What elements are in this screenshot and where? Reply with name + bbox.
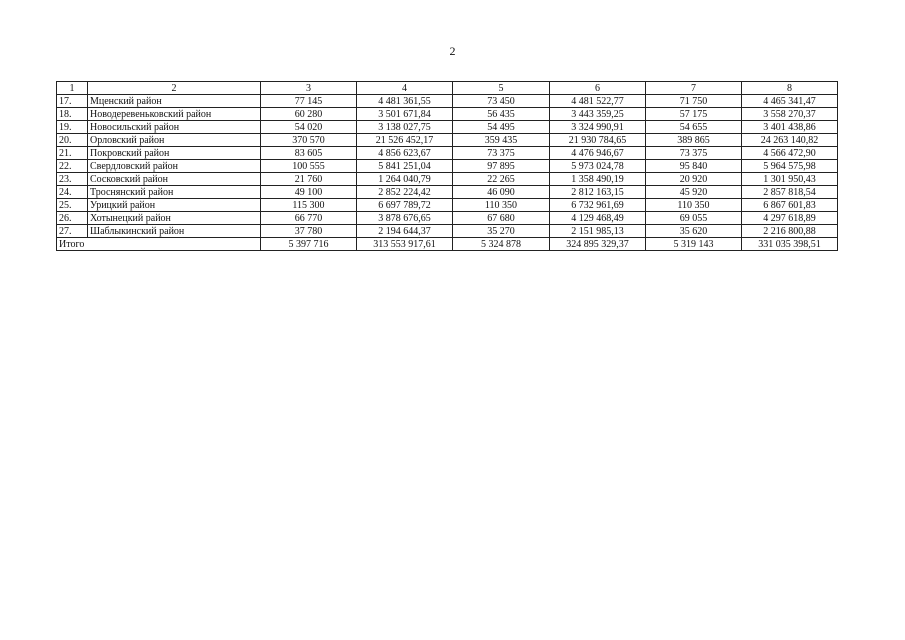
district-name-cell: Мценский район [88,95,261,108]
value-cell: 4 465 341,47 [742,95,838,108]
value-cell: 1 264 040,79 [357,173,453,186]
value-cell: 359 435 [453,134,550,147]
value-cell: 389 865 [646,134,742,147]
row-number-cell: 21. [57,147,88,160]
row-number-cell: 19. [57,121,88,134]
table-row [57,121,838,134]
table-row [57,108,838,121]
row-number-cell: 23. [57,173,88,186]
total-cell: 331 035 398,51 [742,238,838,251]
value-cell: 5 841 251,04 [357,160,453,173]
value-cell: 2 194 644,37 [357,225,453,238]
row-number-cell: 27. [57,225,88,238]
value-cell: 71 750 [646,95,742,108]
value-cell: 3 324 990,91 [550,121,646,134]
value-cell: 2 852 224,42 [357,186,453,199]
column-header: 8 [742,82,838,95]
column-header: 3 [261,82,357,95]
value-cell: 21 760 [261,173,357,186]
district-name-cell: Троснянский район [88,186,261,199]
value-cell: 24 263 140,82 [742,134,838,147]
value-cell: 2 216 800,88 [742,225,838,238]
value-cell: 4 481 522,77 [550,95,646,108]
row-number-cell: 26. [57,212,88,225]
column-header: 7 [646,82,742,95]
total-cell: 324 895 329,37 [550,238,646,251]
value-cell: 56 435 [453,108,550,121]
district-name-cell: Орловский район [88,134,261,147]
value-cell: 100 555 [261,160,357,173]
value-cell: 4 481 361,55 [357,95,453,108]
value-cell: 3 443 359,25 [550,108,646,121]
value-cell: 115 300 [261,199,357,212]
value-cell: 6 867 601,83 [742,199,838,212]
value-cell: 35 620 [646,225,742,238]
table-row [57,95,838,108]
district-name-cell: Шаблыкинский район [88,225,261,238]
value-cell: 6 697 789,72 [357,199,453,212]
value-cell: 83 605 [261,147,357,160]
table-row [57,147,838,160]
value-cell: 2 857 818,54 [742,186,838,199]
total-cell: 5 397 716 [261,238,357,251]
value-cell: 54 495 [453,121,550,134]
value-cell: 3 401 438,86 [742,121,838,134]
value-cell: 5 964 575,98 [742,160,838,173]
value-cell: 21 526 452,17 [357,134,453,147]
value-cell: 69 055 [646,212,742,225]
total-cell: 5 319 143 [646,238,742,251]
value-cell: 60 280 [261,108,357,121]
value-cell: 57 175 [646,108,742,121]
value-cell: 37 780 [261,225,357,238]
value-cell: 3 501 671,84 [357,108,453,121]
value-cell: 110 350 [646,199,742,212]
value-cell: 1 301 950,43 [742,173,838,186]
value-cell: 54 655 [646,121,742,134]
value-cell: 22 265 [453,173,550,186]
total-label: Итого [57,238,261,251]
row-number-cell: 20. [57,134,88,147]
total-cell: 313 553 917,61 [357,238,453,251]
column-header: 4 [357,82,453,95]
value-cell: 73 375 [453,147,550,160]
district-name-cell: Сосковский район [88,173,261,186]
value-cell: 97 895 [453,160,550,173]
table-body [57,95,838,238]
value-cell: 3 138 027,75 [357,121,453,134]
row-number-cell: 25. [57,199,88,212]
value-cell: 370 570 [261,134,357,147]
value-cell: 66 770 [261,212,357,225]
total-cell: 5 324 878 [453,238,550,251]
value-cell: 95 840 [646,160,742,173]
table-row [57,134,838,147]
value-cell: 3 878 676,65 [357,212,453,225]
table-header-row [57,82,838,95]
value-cell: 4 297 618,89 [742,212,838,225]
value-cell: 67 680 [453,212,550,225]
value-cell: 21 930 784,65 [550,134,646,147]
district-name-cell: Новосильский район [88,121,261,134]
value-cell: 110 350 [453,199,550,212]
district-name-cell: Урицкий район [88,199,261,212]
value-cell: 4 856 623,67 [357,147,453,160]
column-header: 5 [453,82,550,95]
row-number-cell: 18. [57,108,88,121]
value-cell: 77 145 [261,95,357,108]
district-name-cell: Покровский район [88,147,261,160]
value-cell: 73 375 [646,147,742,160]
row-number-cell: 22. [57,160,88,173]
value-cell: 4 476 946,67 [550,147,646,160]
table-total-row [57,238,838,251]
column-header: 1 [57,82,88,95]
row-number-cell: 17. [57,95,88,108]
value-cell: 4 566 472,90 [742,147,838,160]
table-row [57,199,838,212]
column-header: 6 [550,82,646,95]
page-number: 2 [449,44,456,58]
value-cell: 4 129 468,49 [550,212,646,225]
value-cell: 6 732 961,69 [550,199,646,212]
value-cell: 45 920 [646,186,742,199]
value-cell: 54 020 [261,121,357,134]
table-row [57,225,838,238]
value-cell: 73 450 [453,95,550,108]
table-row [57,212,838,225]
column-header: 2 [88,82,261,95]
table-row [57,173,838,186]
value-cell: 20 920 [646,173,742,186]
row-number-cell: 24. [57,186,88,199]
value-cell: 3 558 270,37 [742,108,838,121]
district-name-cell: Новодеревеньковский район [88,108,261,121]
table-row [57,186,838,199]
data-table [56,81,838,251]
value-cell: 35 270 [453,225,550,238]
table-row [57,160,838,173]
value-cell: 1 358 490,19 [550,173,646,186]
value-cell: 2 812 163,15 [550,186,646,199]
value-cell: 2 151 985,13 [550,225,646,238]
value-cell: 5 973 024,78 [550,160,646,173]
district-name-cell: Свердловский район [88,160,261,173]
value-cell: 46 090 [453,186,550,199]
value-cell: 49 100 [261,186,357,199]
district-name-cell: Хотынецкий район [88,212,261,225]
